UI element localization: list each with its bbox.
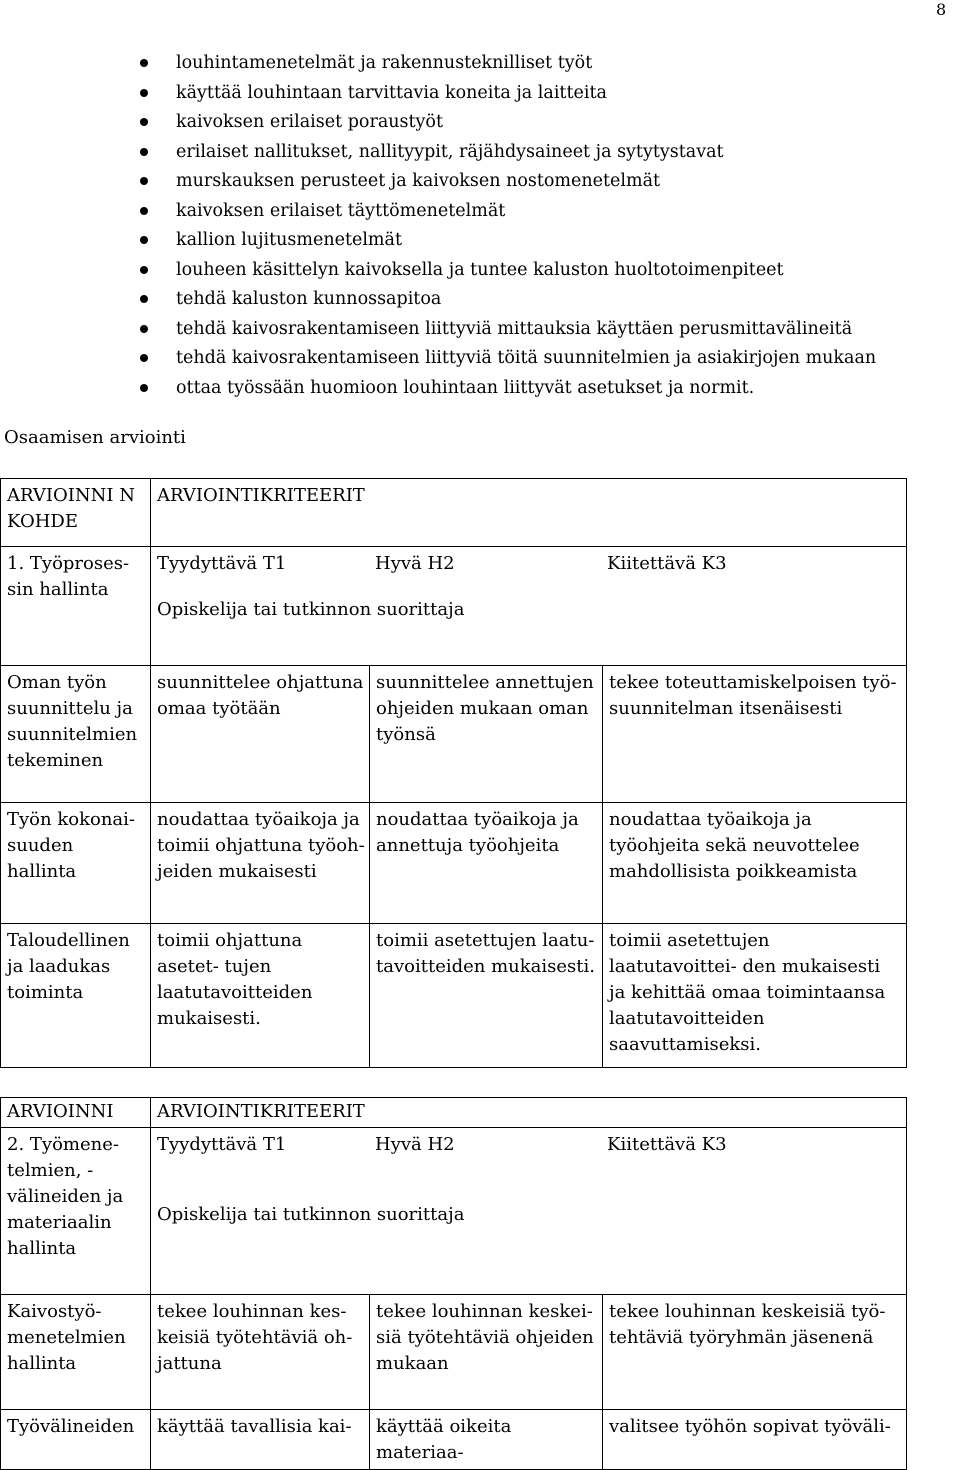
row-target: Työvälineiden — [1, 1410, 151, 1470]
cell-h2: noudattaa työaikoja ja annettuja työohjeita — [370, 803, 603, 924]
row-target: Työn kokonai- suuden hallinta — [1, 803, 151, 924]
table-row — [1, 1295, 907, 1410]
cell-t1: toimii ohjattuna asetet- tujen laatutavoitteiden mukaisesti. — [151, 924, 370, 1068]
table-row — [1, 666, 907, 803]
level-cell — [151, 547, 907, 666]
header-criteria: ARVIOINTIKRITEERIT — [151, 1098, 907, 1128]
list-item: kaivoksen erilaiset täyttömenetelmät — [0, 198, 876, 228]
list-item: louhintamenetelmät ja rakennusteknilliset työt — [0, 50, 876, 80]
level-t1: Tyydyttävä T1 — [157, 553, 287, 574]
header-target: ARVIOINNI — [1, 1098, 151, 1128]
cell-k3: noudattaa työaikoja ja työohjeita sekä neuvottelee mahdollisista poikkeamista — [603, 803, 907, 924]
level-k3: Kiitettävä K3 — [607, 553, 727, 574]
cell-h2: käyttää oikeita materiaa- — [370, 1410, 603, 1470]
list-item: ottaa työssään huomioon louhintaan liittyvät asetukset ja normit. — [0, 375, 876, 405]
cell-k3: toimii asetettujen laatutavoittei- den mukaisesti ja kehittää omaa toimintaansa laatutavoitteiden saavuttamiseksi. — [603, 924, 907, 1068]
bullet-icon — [140, 207, 148, 215]
cell-t1: tekee louhinnan kes- keisiä työtehtäviä oh- jattuna — [151, 1295, 370, 1410]
list-item: tehdä kaivosrakentamiseen liittyviä mittauksia käyttäen perusmittavälineitä — [0, 316, 876, 346]
list-item: murskauksen perusteet ja kaivoksen nostomenetelmät — [0, 168, 876, 198]
cell-k3: valitsee työhön sopivat työväli- — [603, 1410, 907, 1470]
cell-h2: suunnittelee annettujen ohjeiden mukaan oman työnsä — [370, 666, 603, 803]
assessment-table-1 — [0, 478, 907, 1068]
header-target: ARVIOINNI N KOHDE — [1, 479, 151, 547]
level-h2: Hyvä H2 — [375, 553, 455, 574]
cell-h2: toimii asetettujen laatu- tavoitteiden mukaisesti. — [370, 924, 603, 1068]
row-target: Kaivostyö- menetelmien hallinta — [1, 1295, 151, 1410]
bullet-icon — [140, 354, 148, 362]
bullet-icon — [140, 295, 148, 303]
bullet-icon — [140, 325, 148, 333]
table-row — [1, 1410, 907, 1470]
table-row — [1, 803, 907, 924]
level-k3: Kiitettävä K3 — [607, 1134, 727, 1155]
performer-label: Opiskelija tai tutkinnon suorittaja — [157, 1204, 465, 1225]
assessment-table-2 — [0, 1097, 907, 1470]
bullet-icon — [140, 266, 148, 274]
cell-h2: tekee louhinnan keskei- siä työtehtäviä ohjeiden mukaan — [370, 1295, 603, 1410]
group-title: 2. Työmene- telmien, - välineiden ja materiaalin hallinta — [1, 1128, 151, 1295]
bullet-icon — [140, 177, 148, 185]
cell-t1: käyttää tavallisia kai- — [151, 1410, 370, 1470]
table-level-row — [1, 547, 907, 666]
table-header-row — [1, 479, 907, 547]
level-h2: Hyvä H2 — [375, 1134, 455, 1155]
bullet-icon — [140, 384, 148, 392]
row-target: Oman työn suunnittelu ja suunnitelmien tekeminen — [1, 666, 151, 803]
header-criteria: ARVIOINTIKRITEERIT — [151, 479, 907, 547]
level-cell — [151, 1128, 907, 1295]
list-item: käyttää louhintaan tarvittavia koneita ja laitteita — [0, 80, 876, 110]
page-number: 8 — [936, 0, 947, 19]
cell-t1: noudattaa työaikoja ja toimii ohjattuna työoh- jeiden mukaisesti — [151, 803, 370, 924]
list-item: louheen käsittelyn kaivoksella ja tuntee kaluston huoltotoimenpiteet — [0, 257, 876, 287]
list-item: kallion lujitusmenetelmät — [0, 227, 876, 257]
performer-label: Opiskelija tai tutkinnon suorittaja — [157, 599, 465, 620]
table-header-row — [1, 1098, 907, 1128]
row-target: Taloudellinen ja laadukas toiminta — [1, 924, 151, 1068]
cell-k3: tekee louhinnan keskeisiä työ- tehtäviä työryhmän jäsenenä — [603, 1295, 907, 1410]
cell-t1: suunnittelee ohjattuna omaa työtään — [151, 666, 370, 803]
bullet-icon — [140, 236, 148, 244]
bullet-icon — [140, 59, 148, 67]
group-title: 1. Työproses- sin hallinta — [1, 547, 151, 666]
list-item: kaivoksen erilaiset poraustyöt — [0, 109, 876, 139]
list-item: tehdä kaluston kunnossapitoa — [0, 286, 876, 316]
bullet-list — [0, 50, 876, 404]
bullet-icon — [140, 89, 148, 97]
list-item: erilaiset nallitukset, nallityypit, räjähdysaineet ja sytytystavat — [0, 139, 876, 169]
bullet-icon — [140, 118, 148, 126]
bullet-icon — [140, 148, 148, 156]
cell-k3: tekee toteuttamiskelpoisen työ- suunnitelman itsenäisesti — [603, 666, 907, 803]
table-row — [1, 924, 907, 1068]
level-t1: Tyydyttävä T1 — [157, 1134, 287, 1155]
list-item: tehdä kaivosrakentamiseen liittyviä töitä suunnitelmien ja asiakirjojen mukaan — [0, 345, 876, 375]
section-heading: Osaamisen arviointi — [4, 427, 186, 448]
table-level-row — [1, 1128, 907, 1295]
